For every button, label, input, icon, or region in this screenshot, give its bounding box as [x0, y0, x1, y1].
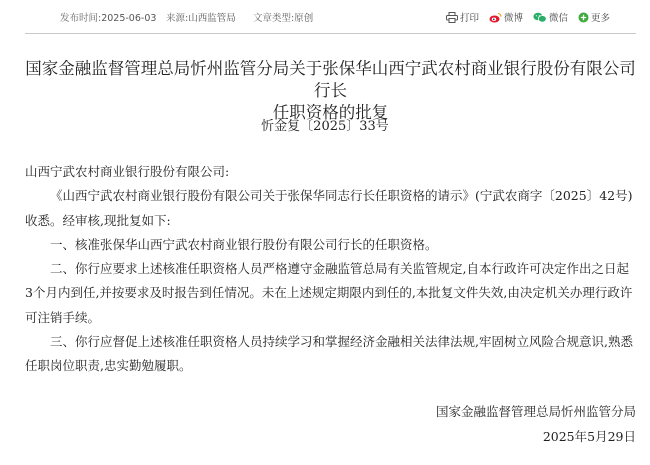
more-label: 更多: [590, 13, 610, 24]
print-button[interactable]: [446, 10, 479, 24]
article-meta-bar: [60, 10, 610, 26]
recipient: 山西宁武农村商业银行股份有限公司:: [25, 164, 230, 179]
title-line-1: 国家金融监督管理总局忻州监管分局关于张保华山西宁武农村商业银行股份有限公司行长: [25, 59, 636, 101]
more-share-button[interactable]: [578, 10, 610, 24]
article-type-value: 原创: [294, 13, 314, 24]
weibo-icon: [489, 12, 502, 23]
wechat-icon: [533, 12, 547, 23]
weibo-share-button[interactable]: [489, 10, 523, 24]
article-type: [253, 10, 313, 24]
source-value: 山西监管局: [188, 13, 236, 24]
paragraph-intro: 《山西宁武农村商业银行股份有限公司关于张保华同志行长任职资格的请示》(宁武农商字〔2025〕42号)收悉。经审核,现批复如下:: [25, 188, 633, 228]
source-label: 来源:: [166, 13, 189, 24]
print-label: 打印: [459, 13, 479, 24]
publish-time-value: 2025-06-03: [101, 13, 157, 24]
title-line-2: 任职资格的批复: [272, 103, 389, 123]
paragraph-item-2: 二、你行应要求上述核准任职资格人员严格遵守金融监管总局有关监管规定,自本行政许可决定作出之日起3个月内到任,并按要求及时报告到任情况。未在上述规定期限内到任的,本批复文件失效,由决定机关办理行政许可注销手续。: [25, 261, 633, 325]
publish-time-label: 发布时间:: [60, 13, 102, 24]
header-divider: [25, 33, 636, 34]
document-number: 忻金复〔2025〕33号: [261, 119, 389, 134]
weibo-label: 微博: [503, 13, 523, 24]
source: [166, 10, 236, 24]
paragraph-item-3: 三、你行应督促上述核准任职资格人员持续学习和掌握经济金融相关法律法规,牢固树立风险合规意识,熟悉任职岗位职责,忠实勤勉履职。: [25, 334, 633, 374]
signature-date: 2025年5月29日: [542, 429, 636, 444]
wechat-share-button[interactable]: [533, 10, 568, 24]
wechat-label: 微信: [548, 13, 568, 24]
paragraph-item-1: 一、核准张保华山西宁武农村商业银行股份有限公司行长的任职资格。: [50, 236, 438, 252]
share-actions: [446, 10, 610, 24]
article-type-label: 文章类型:: [253, 13, 295, 24]
printer-icon: [446, 12, 458, 23]
document-body: [25, 160, 636, 379]
signature-organization: 国家金融监督管理总局忻州监管分局: [435, 404, 636, 419]
publish-time: [60, 10, 156, 24]
plus-circle-icon: [578, 12, 589, 23]
